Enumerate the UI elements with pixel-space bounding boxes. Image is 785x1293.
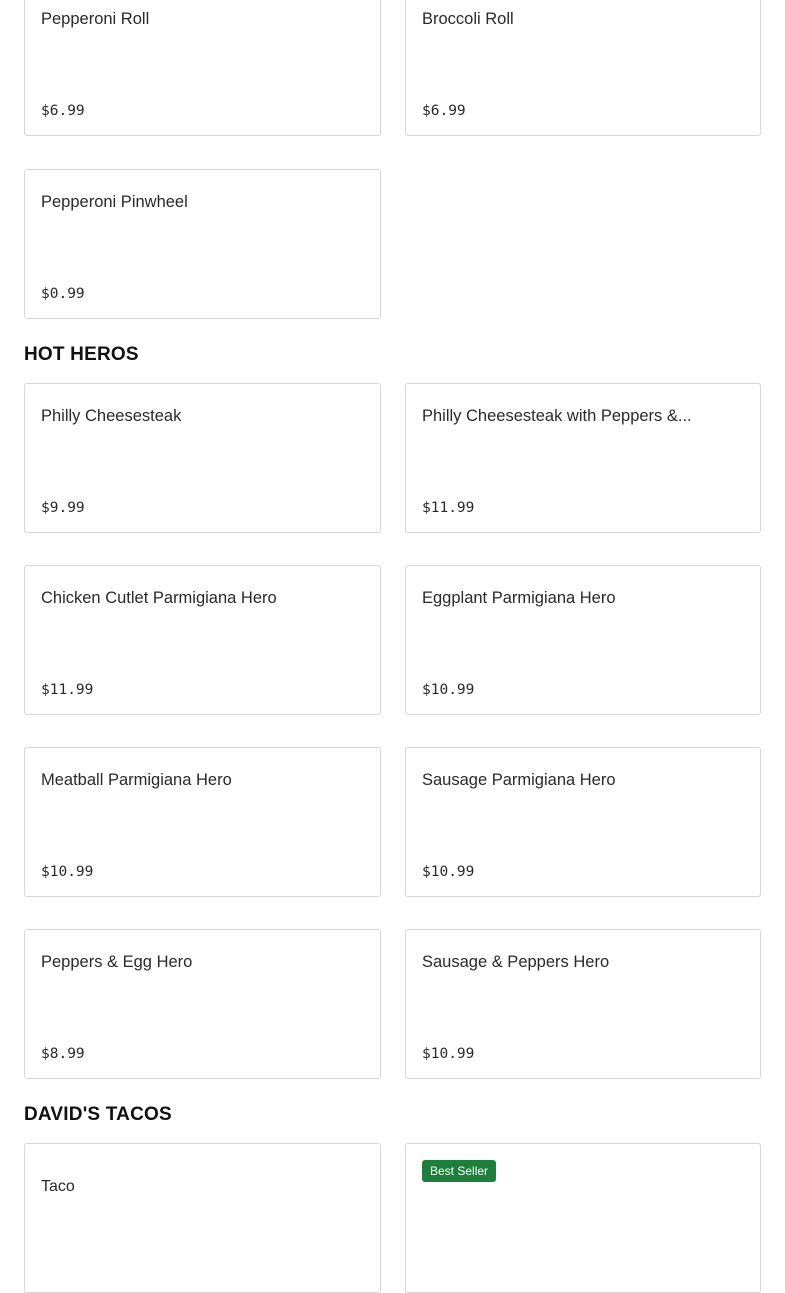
menu-item-name: Broccoli Roll: [422, 10, 514, 28]
menu-item-name: Sausage & Peppers Hero: [422, 953, 610, 971]
menu-item-name: Philly Cheesesteak: [41, 407, 182, 425]
best-seller-badge: Best Seller: [422, 1160, 496, 1182]
menu-item-name: Pepperoni Pinwheel: [41, 193, 188, 211]
menu-item-price: $8.99: [41, 1046, 85, 1062]
menu-item-name: Eggplant Parmigiana Hero: [422, 589, 616, 607]
menu-item-card[interactable]: [24, 565, 381, 715]
menu-item-price: $9.99: [41, 500, 85, 516]
menu-item-name: Meatball Parmigiana Hero: [41, 771, 232, 789]
menu-item-price: $6.99: [41, 103, 85, 119]
menu-item-name: Philly Cheesesteak with Peppers &...: [422, 407, 692, 425]
menu-item-card[interactable]: [405, 0, 761, 136]
menu-item-card[interactable]: [405, 747, 761, 897]
menu-item-card[interactable]: [24, 169, 381, 319]
menu-item-price: $6.99: [422, 103, 466, 119]
menu-item-price: $10.99: [422, 682, 475, 698]
menu-item-name: Pepperoni Roll: [41, 10, 150, 28]
menu-item-card[interactable]: [405, 565, 761, 715]
menu-item-price: $11.99: [41, 682, 94, 698]
menu-item-name: Sausage Parmigiana Hero: [422, 771, 616, 789]
menu-item-card[interactable]: [405, 929, 761, 1079]
section-title-hot-heros: HOT HEROS: [24, 344, 139, 365]
menu-item-card[interactable]: [24, 0, 381, 136]
menu-item-price: $10.99: [422, 1046, 475, 1062]
menu-item-price: $10.99: [41, 864, 94, 880]
menu-item-card[interactable]: [24, 1143, 381, 1293]
menu-item-price: $10.99: [422, 864, 475, 880]
menu-item-card[interactable]: [24, 747, 381, 897]
menu-item-price: $0.99: [41, 286, 85, 302]
menu-item-name: Peppers & Egg Hero: [41, 953, 193, 971]
menu-item-card[interactable]: [24, 383, 381, 533]
menu-item-name: Taco: [41, 1178, 75, 1195]
menu-item-card[interactable]: [24, 929, 381, 1079]
section-title-davids-tacos: DAVID'S TACOS: [24, 1104, 172, 1125]
menu-item-name: Chicken Cutlet Parmigiana Hero: [41, 589, 277, 607]
menu-item-card[interactable]: [405, 383, 761, 533]
menu-item-card[interactable]: [405, 1143, 761, 1293]
menu-item-price: $11.99: [422, 500, 475, 516]
